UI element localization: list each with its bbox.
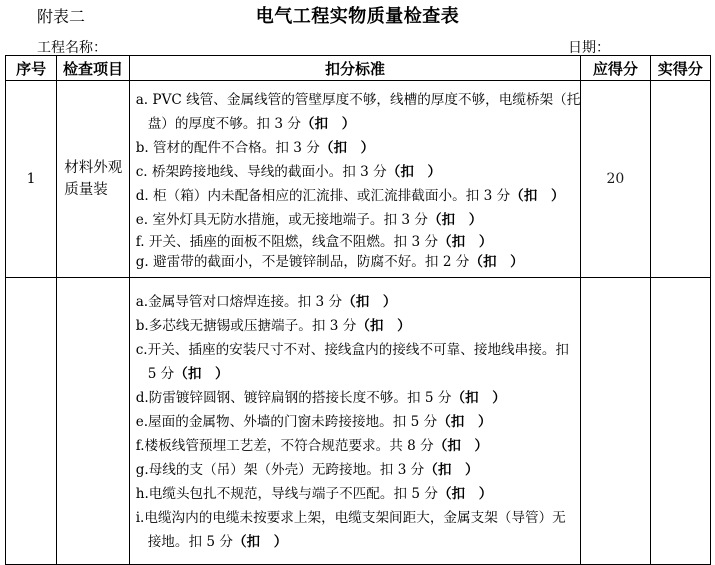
criteria-line: h.电缆头包扎不规范，导线与端子不匹配。扣 5 分（扣 ） (135, 486, 493, 502)
actual-score-input[interactable] (650, 81, 710, 278)
should-score: 20 (581, 81, 650, 278)
criteria-line: b. 管材的配件不合格。扣 3 分（扣 ） (135, 140, 375, 156)
criteria-line: a. PVC 线管、金属线管的管壁厚度不够，线槽的厚度不够，电缆桥架（托 (135, 92, 581, 108)
date-label: 日期： (568, 40, 610, 56)
criteria-line: i.电缆沟内的电缆未按要求上架，电缆支架间距大，金属支架（导管）无 (135, 510, 566, 526)
criteria-line: 5 分（扣 ） (147, 366, 229, 382)
column-header-criteria: 扣分标准 (129, 56, 581, 81)
should-score (581, 278, 650, 565)
criteria-line: c. 桥架跨接地线、导线的截面小。扣 3 分（扣 ） (135, 164, 442, 180)
table-row (6, 278, 711, 565)
criteria-line: 盘）的厚度不够。扣 3 分（扣 ） (147, 116, 356, 132)
criteria-line: d. 柜（箱）内未配备相应的汇流排、或汇流排截面小。扣 3 分（扣 ） (135, 188, 565, 204)
criteria-line: f. 开关、插座的面板不阻燃，线盒不阻燃。扣 3 分（扣 ） (135, 234, 493, 250)
inspection-item (57, 278, 129, 565)
criteria-cell (129, 278, 581, 565)
criteria-cell (129, 81, 581, 278)
criteria-line: 接地。扣 5 分（扣 ） (147, 534, 288, 550)
appendix-label: 附表二 (37, 7, 86, 26)
criteria-line: g.母线的支（吊）架（外壳）无跨接地。扣 3 分（扣 ） (135, 462, 479, 478)
criteria-line: c.开关、插座的安装尺寸不对、接线盒内的接线不可靠、接地线串接。扣 (135, 342, 570, 358)
inspection-item: 材料外观质量装 (57, 81, 129, 278)
criteria-line: a.金属导管对口熔焊连接。扣 3 分（扣 ） (135, 294, 397, 310)
actual-score-input[interactable] (650, 278, 710, 565)
page-title: 电气工程实物质量检查表 (255, 6, 460, 27)
table-header-row (6, 56, 711, 81)
row-number: 1 (6, 81, 57, 278)
criteria-line: g. 避雷带的截面小，不是镀锌制品，防腐不好。扣 2 分（扣 ） (135, 254, 524, 270)
criteria-line: b.多芯线无搪锡或压搪端子。扣 3 分（扣 ） (135, 318, 411, 334)
project-name-label: 工程名称： (37, 40, 107, 56)
table-row (6, 81, 711, 278)
criteria-line: d.防雷镀锌圆钢、镀锌扁钢的搭接长度不够。扣 5 分（扣 ） (135, 390, 506, 406)
criteria-line: e. 室外灯具无防水措施，或无接地端子。扣 3 分（扣 ） (135, 212, 483, 228)
column-header-actual-score: 实得分 (650, 56, 710, 81)
inspection-table (5, 55, 711, 565)
column-header-item: 检查项目 (57, 56, 129, 81)
row-number (6, 278, 57, 565)
criteria-line: f.楼板线管预埋工艺差，不符合规范要求。共 8 分（扣 ） (135, 438, 489, 454)
column-header-no: 序号 (6, 56, 57, 81)
criteria-line: e.屋面的金属物、外墙的门窗未跨接接地。扣 5 分（扣 ） (135, 414, 492, 430)
column-header-should-score: 应得分 (581, 56, 650, 81)
